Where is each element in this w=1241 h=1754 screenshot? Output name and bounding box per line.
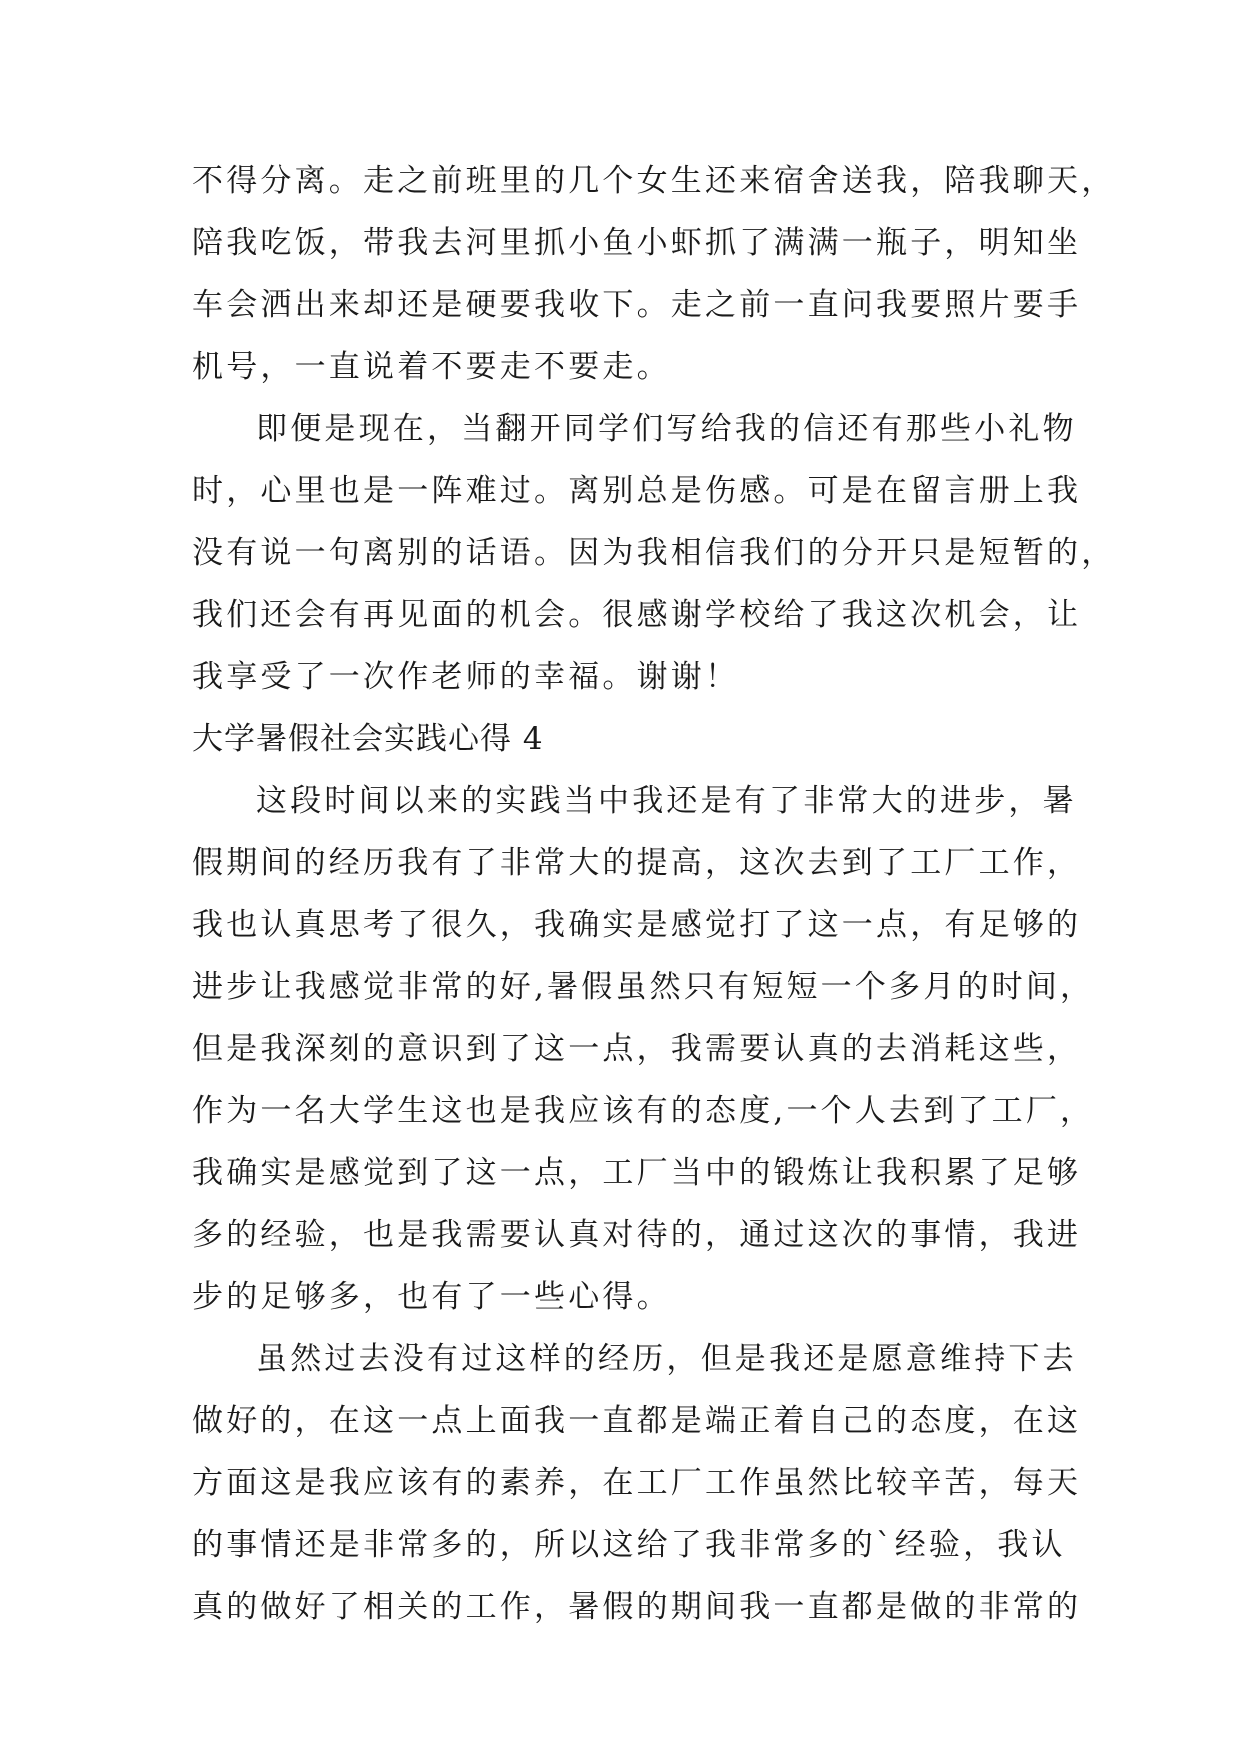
text-line: 时，心里也是一阵难过。离别总是伤感。可是在留言册上我 bbox=[192, 473, 1082, 509]
text-line: 不得分离。走之前班里的几个女生还来宿舍送我，陪我聊天， bbox=[192, 163, 1116, 199]
text-line: 假期间的经历我有了非常大的提高，这次去到了工厂工作， bbox=[192, 845, 1082, 881]
text-line: 我们还会有再见面的机会。很感谢学校给了我这次机会，让 bbox=[192, 597, 1082, 633]
text-line: 我享受了一次作老师的幸福。谢谢！ bbox=[192, 659, 740, 695]
text-line: 进步让我感觉非常的好,暑假虽然只有短短一个多月的时间， bbox=[192, 969, 1095, 1005]
text-line: 的事情还是非常多的，所以这给了我非常多的`经验，我认 bbox=[192, 1527, 1066, 1563]
text-line: 作为一名大学生这也是我应该有的态度,一个人去到了工厂， bbox=[192, 1093, 1095, 1129]
text-line: 陪我吃饭，带我去河里抓小鱼小虾抓了满满一瓶子，明知坐 bbox=[192, 225, 1082, 261]
text-line: 方面这是我应该有的素养，在工厂工作虽然比较辛苦，每天 bbox=[192, 1465, 1082, 1501]
text-line: 车会洒出来却还是硬要我收下。走之前一直问我要照片要手 bbox=[192, 287, 1082, 323]
paragraph-first-line: 这段时间以来的实践当中我还是有了非常大的进步，暑 bbox=[256, 783, 1077, 819]
text-line: 我确实是感觉到了这一点，工厂当中的锻炼让我积累了足够 bbox=[192, 1155, 1082, 1191]
text-line: 但是我深刻的意识到了这一点，我需要认真的去消耗这些， bbox=[192, 1031, 1082, 1067]
document-body bbox=[192, 150, 1116, 1638]
text-line: 我也认真思考了很久，我确实是感觉打了这一点，有足够的 bbox=[192, 907, 1082, 943]
text-line: 步的足够多，也有了一些心得。 bbox=[192, 1279, 671, 1315]
paragraph-first-line: 虽然过去没有过这样的经历，但是我还是愿意维持下去 bbox=[256, 1341, 1077, 1377]
text-line: 没有说一句离别的话语。因为我相信我们的分开只是短暂的， bbox=[192, 535, 1116, 571]
text-line: 做好的，在这一点上面我一直都是端正着自己的态度，在这 bbox=[192, 1403, 1082, 1439]
section-heading: 大学暑假社会实践心得 4 bbox=[192, 721, 544, 757]
text-line: 多的经验，也是我需要认真对待的，通过这次的事情，我进 bbox=[192, 1217, 1082, 1253]
paragraph-first-line: 即便是现在，当翻开同学们写给我的信还有那些小礼物 bbox=[256, 411, 1077, 447]
text-line: 真的做好了相关的工作，暑假的期间我一直都是做的非常的 bbox=[192, 1589, 1082, 1625]
text-line: 机号，一直说着不要走不要走。 bbox=[192, 349, 671, 385]
